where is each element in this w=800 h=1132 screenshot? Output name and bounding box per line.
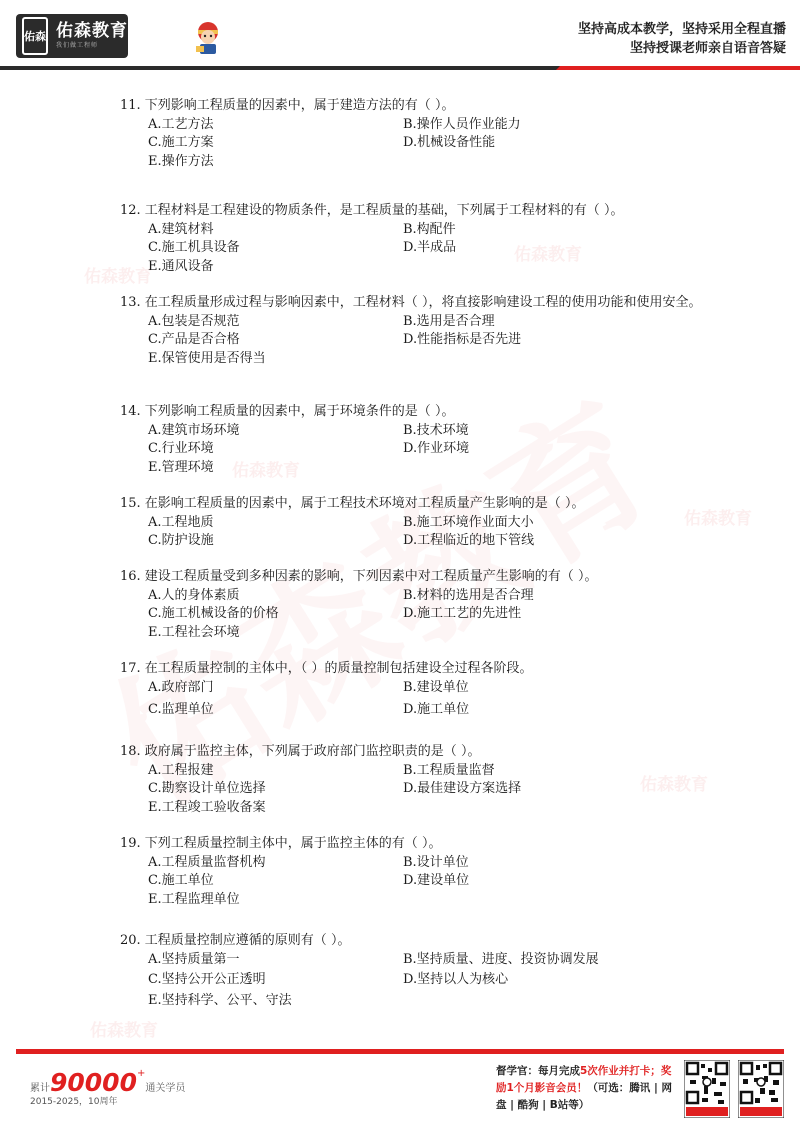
promo-highlight: 5次作业并打卡； — [580, 1065, 661, 1077]
option: B.选用是否合理 — [403, 313, 495, 329]
option: A.建筑材料 — [148, 221, 214, 237]
option: E.操作方法 — [148, 153, 214, 169]
question-stem: 16. 建设工程质量受到多种因素的影响，下列因素中对工程质量产生影响的有（ ）。 — [120, 569, 598, 584]
option: C.坚持公开公正透明 — [148, 972, 266, 987]
question-stem: 15. 在影响工程质量的因素中，属于工程技术环境对工程质量产生影响的是（ ）。 — [120, 496, 585, 511]
option: A.坚持质量第一 — [148, 951, 240, 967]
watermark-logo: 佑森教育 — [84, 267, 152, 287]
qr-code-icon[interactable] — [738, 1060, 784, 1118]
logo-name: 佑森教育 — [56, 21, 128, 41]
option: A.工程地质 — [148, 514, 214, 530]
anniversary-text: 2015-2025，10周年 — [30, 1097, 118, 1107]
question-item — [120, 495, 700, 551]
promo-highlight: 奖励1个月影音会员！ — [496, 1065, 672, 1094]
option: A.工艺方法 — [148, 116, 214, 132]
option: D.施工工艺的先进性 — [403, 606, 522, 621]
option: E.通风设备 — [148, 258, 214, 274]
question-item — [120, 932, 700, 1010]
question-stem: 18. 政府属于监控主体，下列属于政府部门监控职责的是（ ）。 — [120, 744, 481, 759]
question-stem: 20. 工程质量控制应遵循的原则有（ ）。 — [120, 933, 351, 948]
count-lead: 累计 — [30, 1083, 50, 1094]
option: E.保管使用是否得当 — [148, 350, 266, 366]
option: B.设计单位 — [403, 854, 469, 870]
question-item — [120, 568, 700, 642]
option: C.勘察设计单位选择 — [148, 781, 266, 796]
option: C.防护设施 — [148, 533, 214, 548]
option: D.作业环境 — [403, 441, 470, 456]
page-header — [0, 0, 800, 70]
logo-mark-icon: 佑森 — [22, 17, 48, 55]
option: A.人的身体素质 — [148, 587, 240, 603]
logo-subtitle: 我们做工程师 — [56, 42, 99, 49]
count-number: 90000 — [50, 1068, 137, 1097]
question-stem: 11. 下列影响工程质量的因素中，属于建造方法的有（ ）。 — [120, 98, 455, 113]
option: A.工程质量监督机构 — [148, 854, 266, 870]
count-plus: + — [136, 1068, 146, 1079]
question-stem: 12. 工程材料是工程建设的物质条件，是工程质量的基础，下列属于工程材料的有（ ）。 — [120, 203, 624, 218]
option: E.管理环境 — [148, 459, 214, 475]
watermark-logo: 佑森教育 — [90, 1021, 158, 1041]
watermark-logo: 佑森教育 — [684, 509, 752, 529]
option: D.性能指标是否先进 — [403, 332, 522, 347]
option: C.施工机械设备的价格 — [148, 606, 279, 621]
option: B.构配件 — [403, 221, 456, 237]
qr-code-icon[interactable] — [684, 1060, 730, 1118]
watermark-logo: 佑森教育 — [640, 775, 708, 795]
question-item — [120, 835, 700, 909]
option: E.工程社会环境 — [148, 624, 240, 640]
mascot-icon — [188, 18, 228, 58]
option: D.机械设备性能 — [403, 135, 496, 150]
footer-divider — [16, 1049, 784, 1054]
option: D.最佳建设方案选择 — [403, 781, 522, 796]
question-stem: 13. 在工程质量形成过程与影响因素中，工程材料（ ），将直接影响建设工程的使用功能和使用安全。 — [120, 295, 702, 310]
question-item — [96, 294, 706, 368]
option: A.包装是否规范 — [148, 313, 240, 329]
option: B.材料的选用是否合理 — [403, 587, 534, 603]
slogan-line: 坚持授课老师亲自语音答疑 — [629, 41, 786, 56]
question-stem: 14. 下列影响工程质量的因素中，属于环境条件的是（ ）。 — [120, 404, 455, 419]
option: E.坚持科学、公平、守法 — [148, 992, 292, 1008]
watermark-logo: 佑森教育 — [232, 461, 300, 481]
question-item — [120, 403, 700, 477]
option: B.工程质量监督 — [403, 762, 495, 778]
question-item — [120, 660, 700, 720]
option: C.产品是否合格 — [148, 332, 240, 347]
option: A.建筑市场环境 — [148, 422, 240, 438]
option: C.监理单位 — [148, 702, 214, 717]
option: D.半成品 — [403, 240, 457, 255]
header-divider — [0, 66, 800, 70]
slogan — [578, 20, 786, 58]
question-stem: 19. 下列工程质量控制主体中，属于监控主体的有（ ）。 — [120, 836, 442, 851]
option: B.施工环境作业面大小 — [403, 514, 534, 530]
option: C.施工方案 — [148, 135, 214, 150]
option: D.工程临近的地下管线 — [403, 533, 535, 548]
promo-prefix: 督学官：每月完成 — [496, 1065, 580, 1077]
option: E.工程竣工验收备案 — [148, 799, 266, 815]
question-item — [120, 202, 700, 276]
option: A.政府部门 — [148, 679, 214, 695]
question-item — [120, 97, 700, 171]
option: B.建设单位 — [403, 679, 469, 695]
watermark-logo: 佑森教育 — [514, 245, 582, 265]
question-stem: 17. 在工程质量控制的主体中，（ ）的质量控制包括建设全过程各阶段。 — [120, 661, 533, 676]
slogan-line: 坚持高成本教学，坚持采用全程直播 — [577, 22, 786, 37]
option: E.工程监理单位 — [148, 891, 240, 907]
promo-text — [496, 1063, 676, 1114]
count-tail: 通关学员 — [145, 1083, 186, 1094]
option: B.坚持质量、进度、投资协调发展 — [403, 951, 599, 967]
brand-logo — [16, 14, 128, 58]
student-count — [30, 1068, 185, 1097]
option: D.坚持以人为核心 — [403, 972, 509, 987]
option: A.工程报建 — [148, 762, 214, 778]
option: C.行业环境 — [148, 441, 214, 456]
option: C.施工机具设备 — [148, 240, 240, 255]
option: D.施工单位 — [403, 702, 470, 717]
option: C.施工单位 — [148, 873, 214, 888]
option: D.建设单位 — [403, 873, 470, 888]
option: B.技术环境 — [403, 422, 469, 438]
promo-suffix: （可选：腾讯 | 网盘 | 酷狗 | B站等） — [496, 1082, 672, 1111]
option: B.操作人员作业能力 — [403, 116, 521, 132]
question-item — [120, 743, 700, 817]
